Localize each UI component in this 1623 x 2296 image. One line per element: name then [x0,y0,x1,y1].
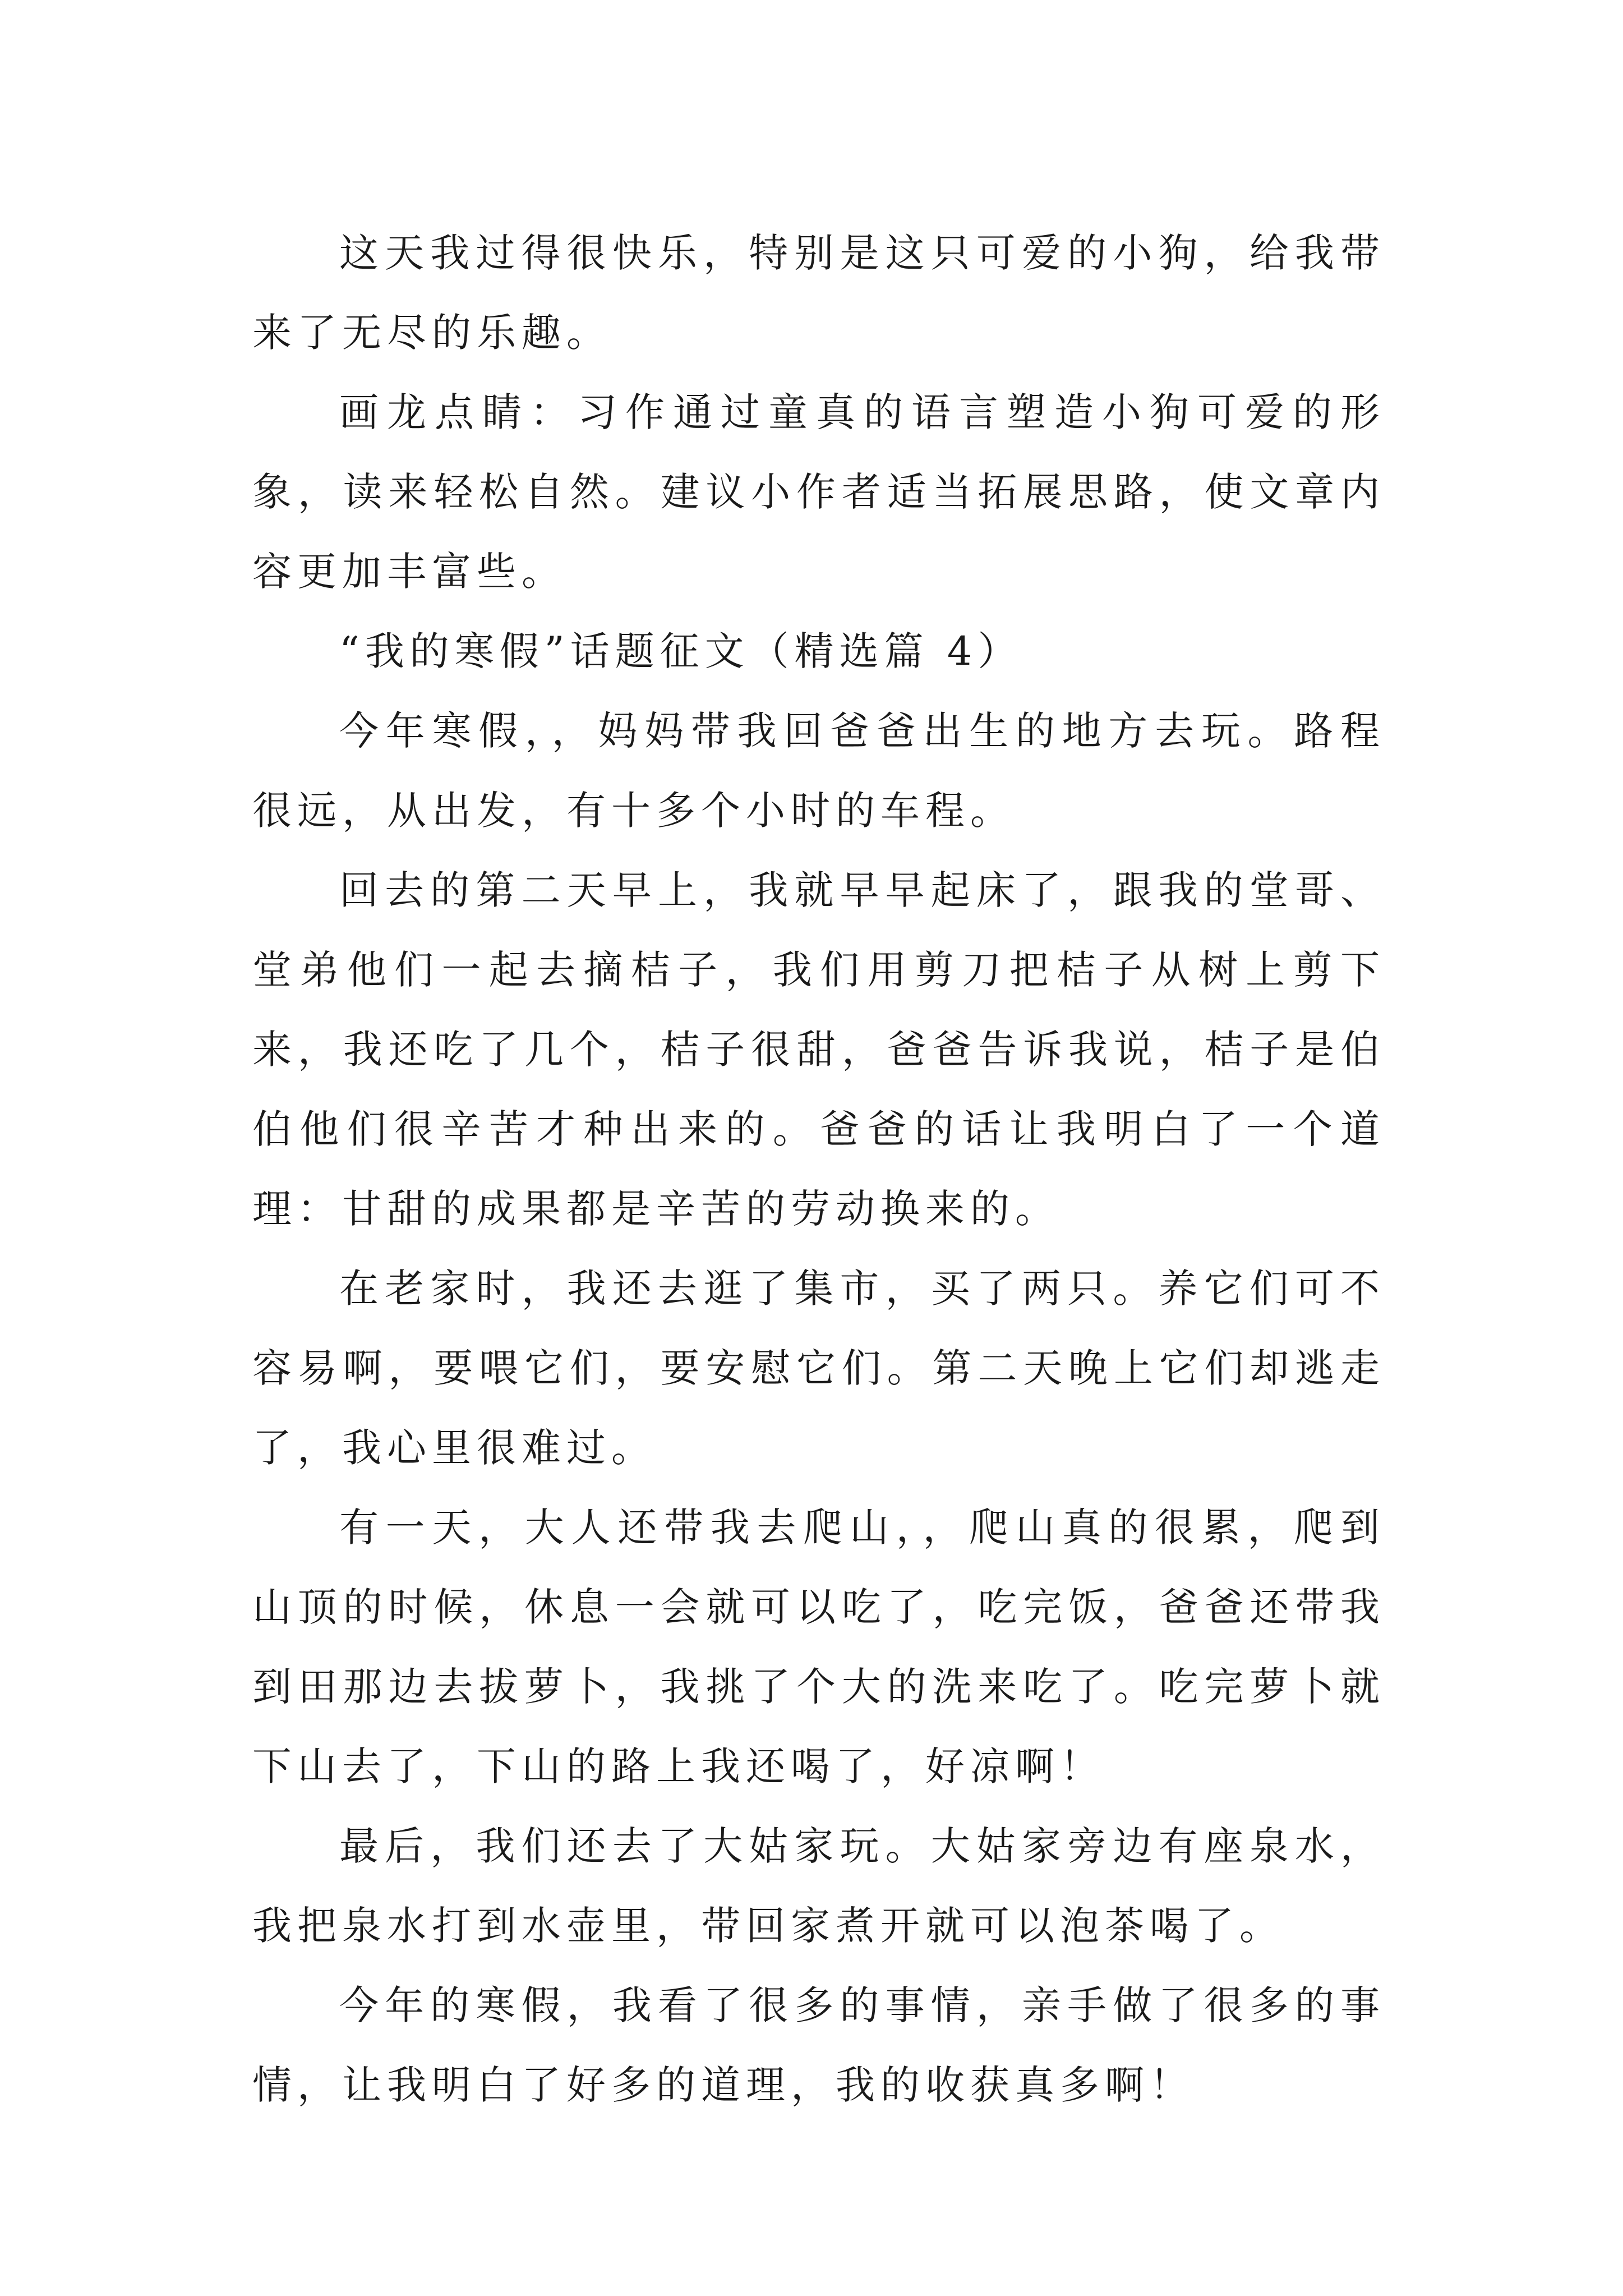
paragraph-picking-oranges: 回去的第二天早上，我就早早起床了，跟我的堂哥、堂弟他们一起去摘桔子，我们用剪刀把桔子从树上剪下来，我还吃了几个，桔子很甜，爸爸告诉我说，桔子是伯伯他们很辛苦才种出来的。爸爸的话让我明白了一个道理：甘甜的成果都是辛苦的劳动换来的。 [252,867,1385,1232]
paragraph-conclusion: 今年的寒假，我看了很多的事情，亲手做了很多的事情，让我明白了好多的道理，我的收获真多啊！ [252,1982,1385,2108]
essay-title: “我的寒假”话题征文（精选篇 4） [339,628,1023,674]
paragraph-mountain: 有一天，大人还带我去爬山，，爬山真的很累，爬到山顶的时候，休息一会就可以吃了，吃完饭，爸爸还带我到田那边去拔萝卜，我挑了个大的洗来吃了。吃完萝卜就下山去了，下山的路上我还喝了，好凉啊！ [252,1504,1385,1789]
paragraph-market: 在老家时，我还去逛了集市，买了两只。养它们可不容易啊，要喂它们，要安慰它们。第二天晚上它们却逃走了，我心里很难过。 [252,1266,1385,1471]
paragraph-trip-intro: 今年寒假，，妈妈带我回爸爸出生的地方去玩。路程很远，从出发，有十多个小时的车程。 [252,708,1385,834]
paragraph-dog-joy: 这天我过得很快乐，特别是这只可爱的小狗，给我带来了无尽的乐趣。 [252,230,1385,356]
paragraph-teacher-comment: 画龙点睛：习作通过童真的语言塑造小狗可爱的形象，读来轻松自然。建议小作者适当拓展思路，使文章内容更加丰富些。 [252,389,1385,595]
document-body [252,213,1385,2125]
paragraph-spring-water: 最后，我们还去了大姑家玩。大姑家旁边有座泉水，我把泉水打到水壶里，带回家煮开就可以泡茶喝了。 [252,1823,1385,1949]
